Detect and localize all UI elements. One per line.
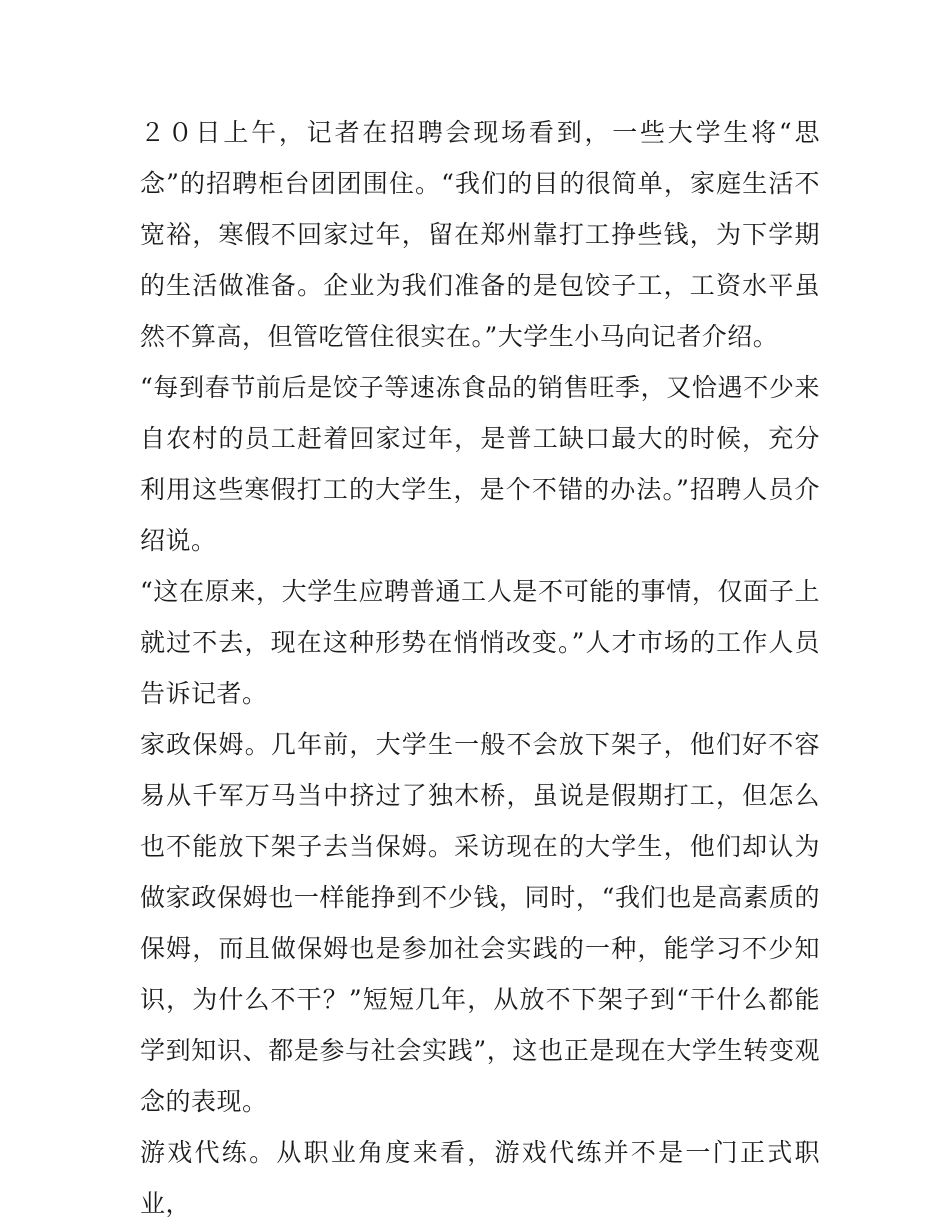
- paragraph-recruiter-quote: “每到春节前后是饺子等速冻食品的销售旺季，又恰遇不少来自农村的员工赶着回家过年，是普工缺口最大的时候，充分利用这些寒假打工的大学生，是个不错的办法。”招聘人员介绍说。: [140, 373, 820, 555]
- paragraph-talent-market-quote: “这在原来，大学生应聘普通工人是不可能的事情，仅面子上就过不去，现在这种形势在悄悄改变。”人才市场的工作人员告诉记者。: [140, 577, 820, 708]
- paragraph-housekeeping: 家政保姆。几年前，大学生一般不会放下架子，他们好不容易从千军万马当中挤过了独木桥，虽说是假期打工，但怎么也不能放下架子去当保姆。采访现在的大学生，他们却认为做家政保姆也一样能挣到不少钱，同时，“我们也是高素质的保姆，而且做保姆也是参加社会实践的一种，能学习不少知识，为什么不干？”短短几年，从放不下架子到“干什么都能学到知识、都是参与社会实践”，这也正是现在大学生转变观念的表现。: [140, 730, 820, 1116]
- paragraph-job-fair: ２０日上午，记者在招聘会现场看到，一些大学生将“思念”的招聘柜台团团围住。“我们的目的很简单，家庭生活不宽裕，寒假不回家过年，留在郑州靠打工挣些钱，为下学期的生活做准备。企业为我们准备的是包饺子工，工资水平虽然不算高，但管吃管住很实在。”大学生小马向记者介绍。: [140, 118, 820, 351]
- paragraph-game-boosting: 游戏代练。从职业角度来看，游戏代练并不是一门正式职业，: [140, 1138, 820, 1218]
- document-body: [140, 107, 820, 1229]
